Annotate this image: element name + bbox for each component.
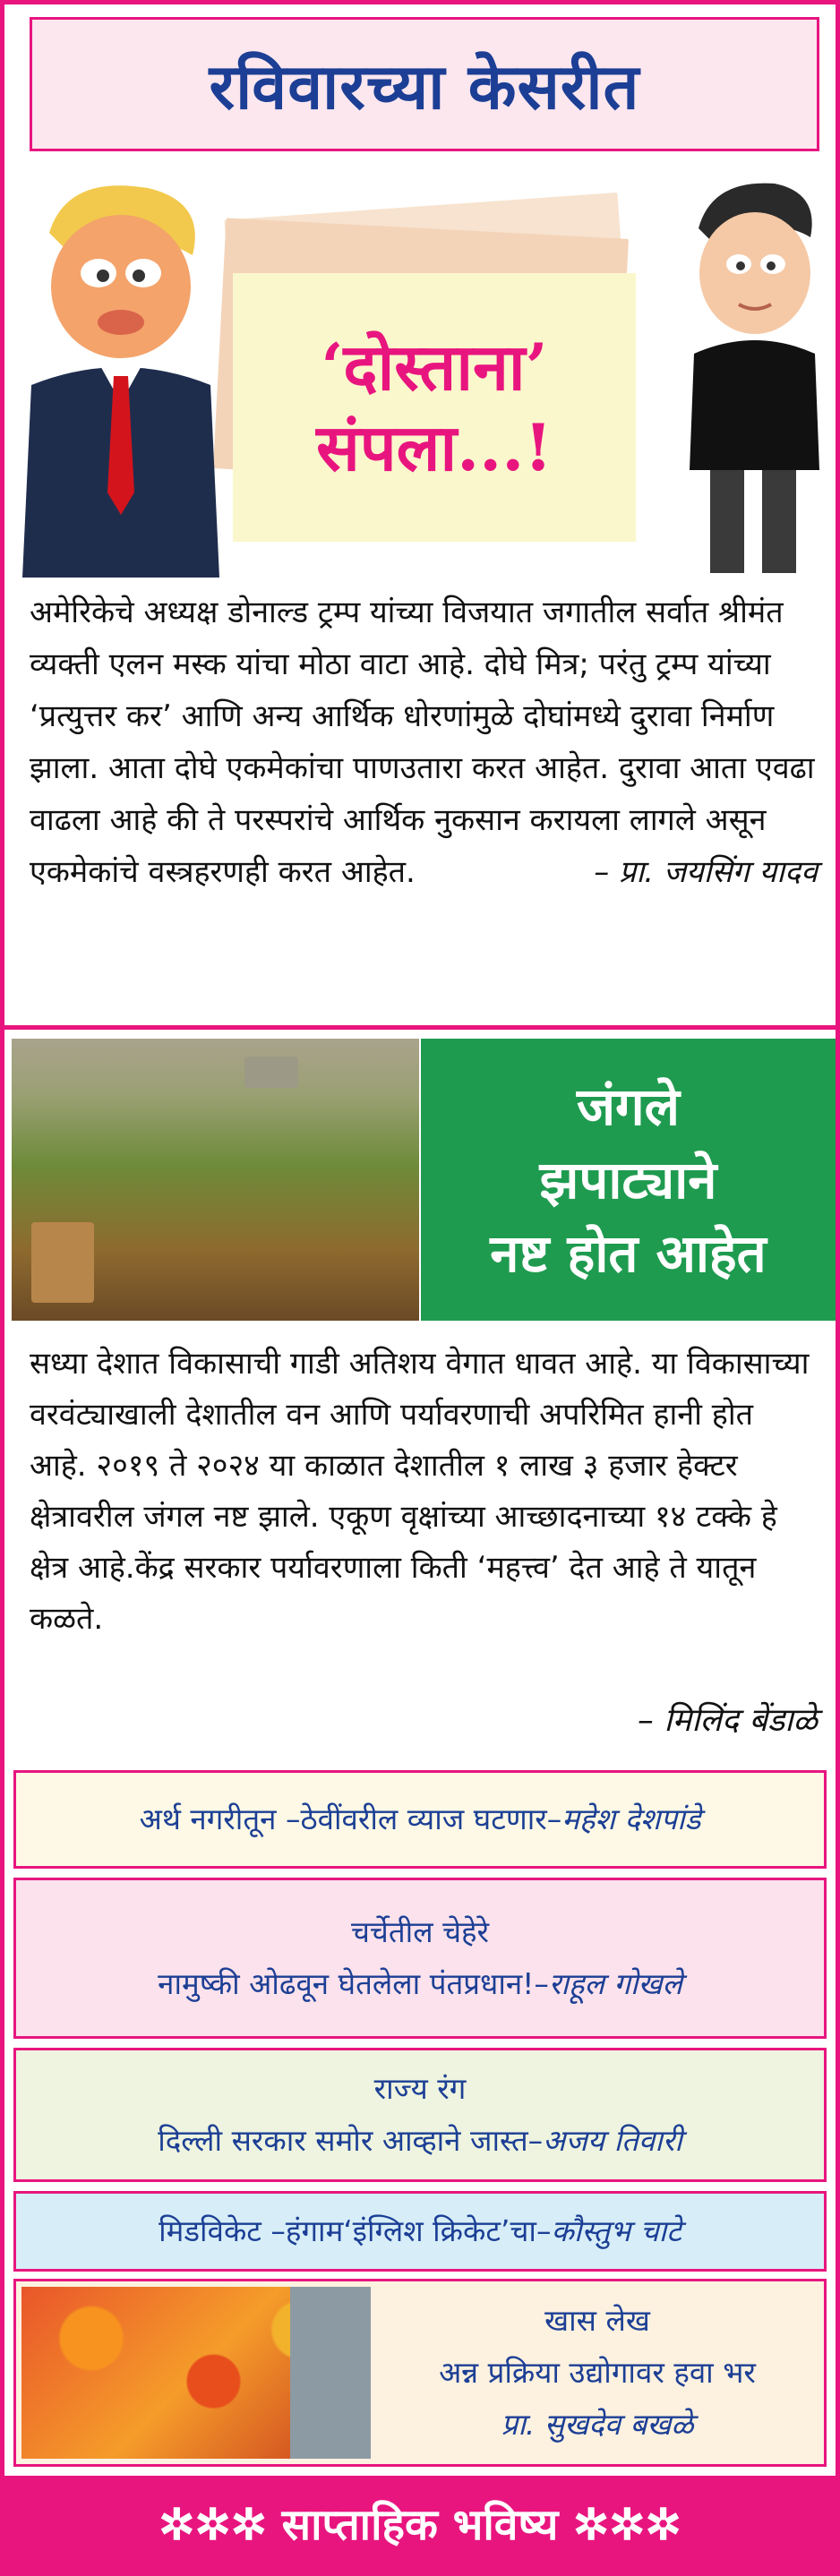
band-midwicket-line [159,2205,681,2257]
khas-lekh-author: प्रा. सुखदेव बखळे [501,2407,694,2442]
band-rajya-rang-line [158,2115,682,2167]
article2-headline-line3: नष्ट होत आहेत [490,1222,767,1284]
header-banner [30,17,819,151]
khas-lekh-title: अन्न प्रक्रिया उद्योगावर हवा भर [439,2355,756,2390]
footer-title: ✲✲✲ साप्ताहिक भविष्य ✲✲✲ [159,2500,681,2550]
forest-clearing-photo [12,1039,419,1321]
band-midwicket[interactable] [13,2191,827,2272]
article2-headline-line2: झपाट्याने [539,1149,717,1211]
article1-author: – प्रा. जयसिंग यादव [594,854,818,890]
band-midwicket-author: कौस्तुभ चाटे [551,2213,681,2248]
band-midwicket-title: मिडविकेट –हंगाम‘इंग्लिश क्रिकेट’चा– [159,2213,552,2248]
band-charchetil-author: राहूल गोखले [548,1966,682,2001]
conveyor-rail [290,2287,371,2459]
article1-headline-line1: ‘दोस्ताना’ [321,329,548,405]
band-rajya-rang-heading: राज्य रंग [373,2071,467,2106]
band-rajya-rang-title: दिल्ली सरकार समोर आव्हाने जास्त– [158,2123,544,2158]
band-charchetil-heading: चर्चेतील चेहेरे [350,1914,490,1949]
article1-headline-box [233,273,636,542]
band-charchetil-chehere[interactable] [13,1878,827,2039]
article1-headline-line2: संपला...! [316,409,553,485]
band-arth-nagari[interactable] [13,1770,827,1869]
rock [244,1057,298,1088]
band-rajya-rang[interactable] [13,2048,827,2182]
band-arth-nagari-line [140,1793,701,1845]
band-rajya-rang-author: अजय तिवारी [543,2123,682,2158]
article1-body [30,586,818,898]
section-divider [4,1025,836,1030]
musk-caricature-image [676,175,828,582]
article2-author: – मिलिंद बेंडाळे [637,1702,818,1739]
page-title: रविवारच्या केसरीत [209,49,640,124]
band-arth-nagari-author: महेश देशपांडे [561,1801,701,1836]
band-khas-lekh[interactable] [13,2279,827,2467]
tree-stump [31,1222,94,1303]
article1-body-text: अमेरिकेचे अध्यक्ष डोनाल्ड ट्रम्प यांच्या विजयात जगातील सर्वात श्रीमंत व्यक्ती एलन मस्क यांचा मोठा वाटा आहे. दोघे मित्र; परंतु ट्रम्प यांच्या ‘प्रत्युत्तर कर’ आणि अन्य आर्थिक धोरणांमुळे दोघांमध्ये दुरावा निर्माण झाला. आता दोघे एकमेकांचा पाणउतारा करत आहेत. दुरावा आता एवढा वाढला आहे की ते परस्परांचे आर्थिक नुकसान करायला लागले असून एकमेकांचे वस्त्रहरणही करत आहेत. [30,595,815,890]
tomato-processing-photo [21,2287,371,2459]
band-charchetil-line [158,1958,682,2010]
trump-caricature-image [13,170,228,582]
footer-banner[interactable] [4,2476,836,2572]
khas-lekh-text [371,2281,824,2464]
band-charchetil-title: नामुष्की ओढवून घेतलेला पंतप्रधान!– [158,1966,549,2001]
article2-headline-box [421,1039,836,1321]
article2-headline-line1: जंगले [576,1075,680,1137]
khas-lekh-heading: खास लेख [544,2303,650,2338]
article2-body: सध्या देशात विकासाची गाडी अतिशय वेगात धावत आहे. या विकासाच्या वरवंट्याखाली देशातील वन आणि पर्यावरणाची अपरिमित हानी होत आहे. २०१९ ते २०२४ या काळात देशातील १ लाख ३ हजार हेक्टर क्षेत्रावरील जंगल नष्ट झाले. एकूण वृक्षांच्या आच्छादनाच्या १४ टक्के हे क्षेत्र आहे.केंद्र सरकार पर्यावरणाला किती ‘महत्त्व’ देत आहे ते यातून कळते. [30,1346,810,1637]
band-arth-nagari-title: अर्थ नगरीतून –ठेवींवरील व्याज घटणार– [139,1801,562,1836]
